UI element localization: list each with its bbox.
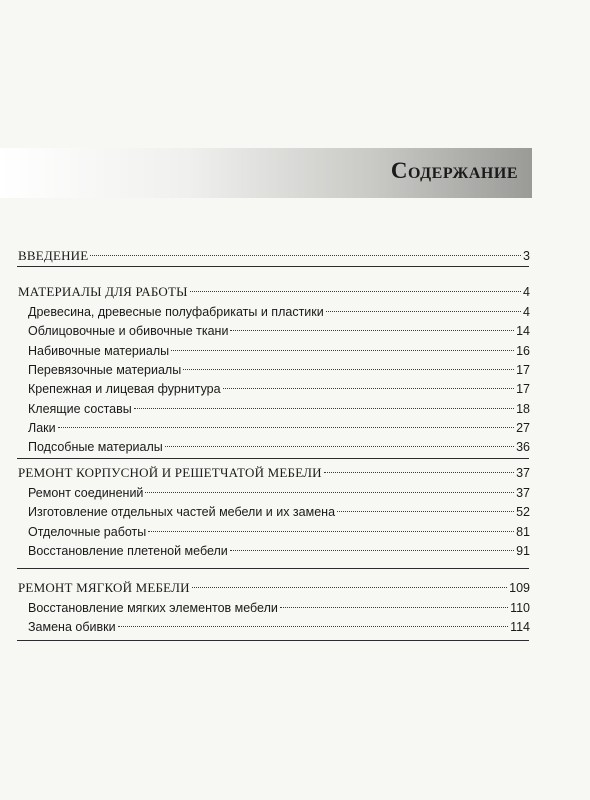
toc-entry-label: Ремонт соединений — [28, 486, 144, 500]
toc-section-3-page-number: 37 — [516, 466, 530, 480]
toc-entry — [28, 302, 530, 322]
toc-entry-label: Древесина, древесные полуфабрикаты и пластики — [28, 305, 324, 319]
toc-entry-label: Подсобные материалы — [28, 440, 163, 455]
dot-leader — [134, 408, 514, 409]
dot-leader — [183, 369, 514, 370]
toc-entry-label: Лаки — [28, 420, 56, 435]
toc-entry — [28, 399, 530, 419]
toc-entry — [28, 360, 530, 380]
toc-entry-page-number: 81 — [516, 524, 530, 539]
toc-entry-label: Замена обивки — [28, 620, 116, 635]
toc-entry-page-number: 37 — [516, 486, 530, 500]
dot-leader — [145, 492, 514, 493]
toc-section-4-page-number: 109 — [509, 581, 530, 595]
toc-section-1-label: ВВЕДЕНИЕ — [18, 248, 89, 263]
dot-leader — [230, 330, 514, 331]
toc-entry — [28, 617, 530, 637]
toc-section-1 — [18, 246, 530, 266]
toc-section-1-page-number: 3 — [523, 249, 530, 263]
toc-entry-label: Крепежная и лицевая фурнитура — [28, 382, 221, 397]
toc-entry — [28, 522, 530, 542]
dot-leader — [192, 587, 507, 588]
section-divider — [17, 266, 529, 267]
toc-entry-label: Облицовочные и обивочные ткани — [28, 324, 229, 339]
dot-leader — [171, 350, 514, 351]
toc-entry-page-number: 110 — [510, 601, 530, 615]
toc-entry-page-number: 27 — [516, 420, 530, 435]
section-divider — [17, 568, 529, 569]
toc-entry-page-number: 4 — [523, 305, 530, 319]
dot-leader — [223, 388, 515, 389]
dot-leader — [230, 550, 514, 551]
toc-entry-label: Восстановление мягких элементов мебели — [28, 601, 278, 615]
dot-leader — [148, 531, 514, 532]
dot-leader — [190, 291, 521, 292]
dot-leader — [90, 255, 521, 256]
toc-entry-label: Перевязочные материалы — [28, 362, 182, 377]
section-divider — [17, 640, 529, 641]
toc-entry — [28, 502, 530, 522]
toc-entry-page-number: 52 — [516, 505, 530, 520]
toc-entry-label: Набивочные материалы — [28, 343, 170, 358]
dot-leader — [280, 607, 508, 608]
dot-leader — [337, 511, 514, 512]
toc-entry — [28, 541, 530, 561]
dot-leader — [165, 446, 514, 447]
section-divider — [17, 458, 529, 459]
toc-entry-page-number: 18 — [516, 401, 530, 416]
toc-entry — [28, 598, 530, 618]
toc-entry — [28, 341, 530, 361]
toc-entry — [28, 321, 530, 341]
toc-entry-label: Восстановление плетеной мебели — [28, 543, 228, 558]
dot-leader — [118, 626, 509, 627]
toc-entry — [28, 379, 530, 399]
dot-leader — [58, 427, 514, 428]
toc-section-4 — [18, 578, 530, 598]
toc-entry-label: Клеящие составы — [28, 401, 132, 416]
toc-section-2-label: МАТЕРИАЛЫ ДЛЯ РАБОТЫ — [18, 284, 188, 299]
toc-section-3 — [18, 463, 530, 483]
toc-entry-page-number: 17 — [516, 382, 530, 397]
toc-section-2 — [18, 282, 530, 302]
toc-entry — [28, 483, 530, 503]
dot-leader — [326, 311, 521, 312]
toc-entry — [28, 437, 530, 457]
toc-entry-page-number: 14 — [516, 324, 530, 339]
toc-entry-label: Изготовление отдельных частей мебели и их замена — [28, 505, 336, 520]
page-title: Содержание — [390, 158, 518, 183]
toc-section-2-page-number: 4 — [523, 285, 530, 299]
toc-entry-page-number: 36 — [516, 440, 530, 455]
toc-entry-label: Отделочные работы — [28, 524, 147, 539]
toc-entry-page-number: 114 — [510, 620, 530, 635]
toc-section-4-label: РЕМОНТ МЯГКОЙ МЕБЕЛИ — [18, 580, 190, 595]
toc-entry — [28, 418, 530, 438]
title-band — [0, 148, 532, 198]
toc-entry-page-number: 16 — [516, 343, 530, 358]
toc-entry-page-number: 91 — [516, 543, 530, 558]
toc-entry-page-number: 17 — [516, 362, 530, 377]
toc-section-3-label: РЕМОНТ КОРПУСНОЙ И РЕШЕТЧАТОЙ МЕБЕЛИ — [18, 465, 322, 480]
dot-leader — [324, 472, 514, 473]
